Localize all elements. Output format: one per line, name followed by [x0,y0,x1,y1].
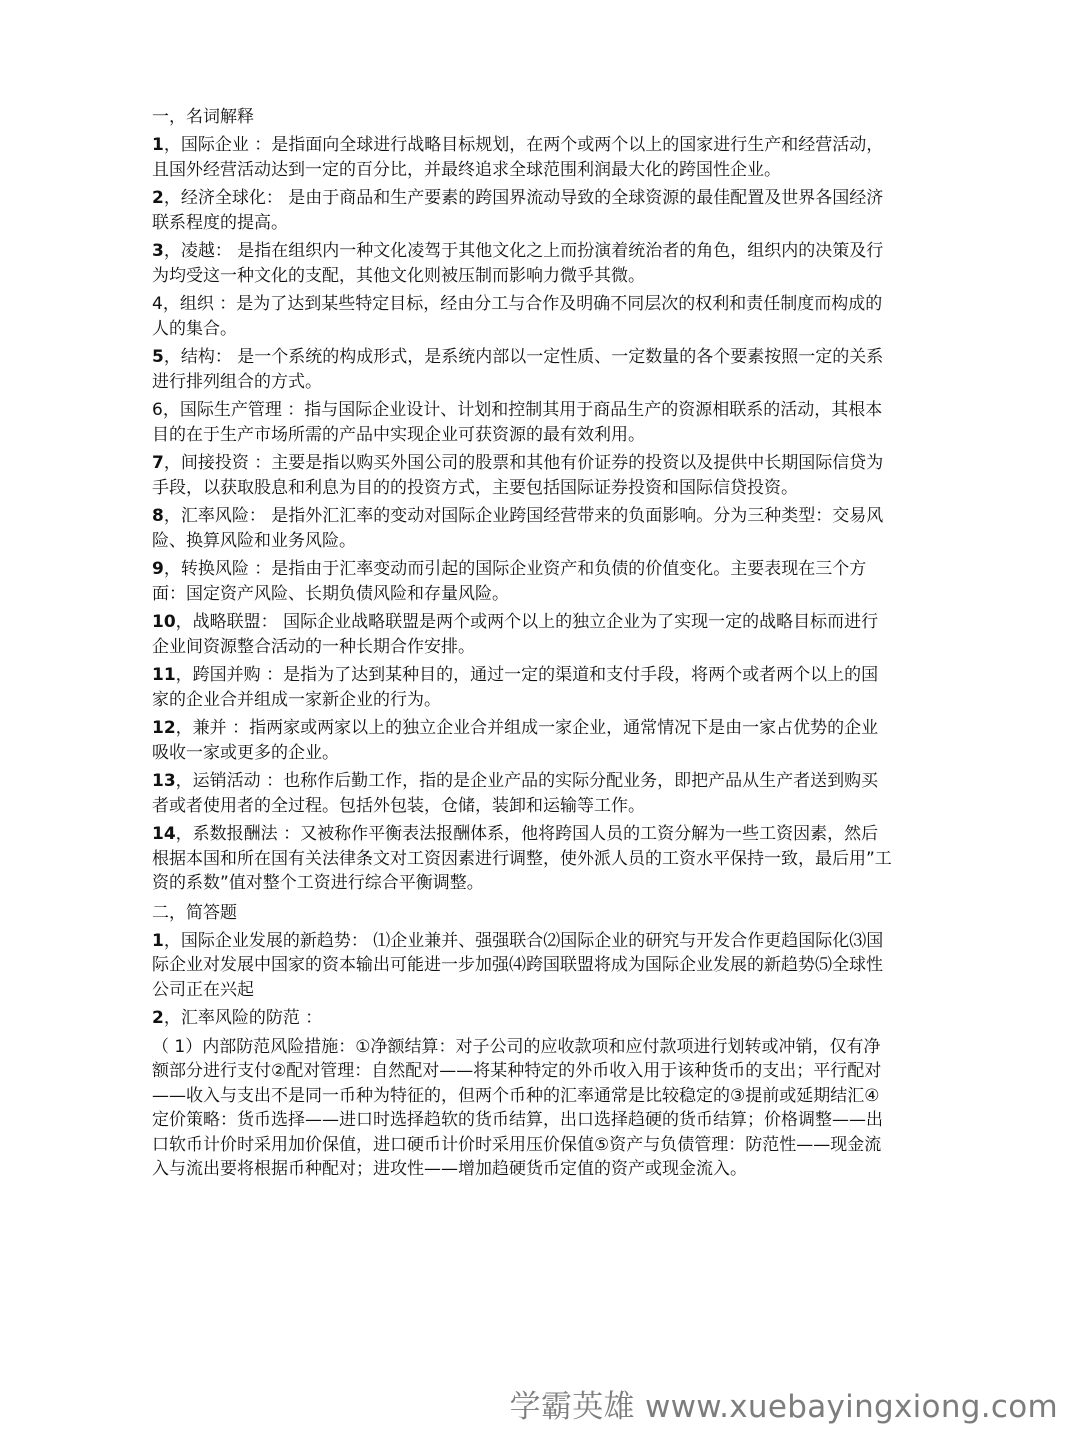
entry-number: 4 [152,294,163,314]
entry-text: ，汇率风险的防范 ： [163,1008,323,1028]
entry-number: 3 [152,241,164,261]
entry-text: ，转换风险 ：是指由于汇率变动而引起的国际企业资产和负债的价值变化。主要表现在三个方面：国定资产风险、长期负债风险和存量风险。 [152,559,867,604]
entry-text: ，国际生产管理 ：指与国际企业设计、计划和控制其用于商品生产的资源相联系的活动，其根本目的在于生产市场所需的产品中实现企业可获资源的最有效利用。 [152,400,883,445]
definition-entry [152,822,892,896]
entry-text: ，战略联盟： 国际企业战略联盟是两个或两个以上的独立企业为了实现一定的战略目标而进行企业间资源整合活动的一种长期合作安排。 [152,612,879,657]
entry-number: 1 [152,930,164,951]
document-page [152,104,892,1186]
entry-text: ，凌越： 是指在组织内一种文化凌驾于其他文化之上而扮演着统治者的角色，组织内的决策及行为均受这一种文化的支配，其他文化则被压制而影响力微乎其微。 [152,241,884,286]
definition-entry [152,504,892,553]
entry-number: 5 [152,347,164,367]
answer-entry [152,1035,892,1182]
entry-number: 12 [152,718,176,738]
definition-entry [152,663,892,712]
entry-text: ，组织 ：是为了达到某些特定目标，经由分工与合作及明确不同层次的权利和责任制度而构成的人的集合。 [152,294,883,339]
section-heading-definitions: 一，名词解释 [152,107,254,127]
definition-entry [152,769,892,818]
definition-entry [152,292,892,341]
definition-entry [152,398,892,447]
definition-entry [152,133,892,182]
entry-text: ，兼并 ：指两家或两家以上的独立企业合并组成一家企业，通常情况下是由一家占优势的企业吸收一家或更多的企业。 [152,718,879,763]
entry-text: ，结构： 是一个系统的构成形式，是系统内部以一定性质、一定数量的各个要素按照一定的关系进行排列组合的方式。 [152,347,884,392]
definition-entry [152,557,892,606]
entry-number: 14 [152,824,176,844]
definition-entry [152,610,892,659]
entry-text: （ 1）内部防范风险措施：①净额结算：对子公司的应收款项和应付款项进行划转或冲销，仅有净额部分进行支付②配对管理：自然配对——将某种特定的外币收入用于该种货币的支出；平行配对——收入与支出不是同一币种为特征的，但两个币种的汇率通常是比较稳定的③提前或延期结汇④定价策略：货币选择——进口时选择趋软的货币结算，出口选择趋硬的货币结算；价格调整——出口软币计价时采用加价保值，进口硬币计价时采用压价保值⑤资产与负债管理：防范性——现金流入与流出要将根据币种配对；进攻性——增加趋硬货币定值的资产或现金流入。 [152,1036,883,1179]
answer-entry [152,929,892,1003]
definition-entry [152,186,892,235]
entry-number: 6 [152,400,163,420]
entry-text: ，国际企业 ：是指面向全球进行战略目标规划，在两个或两个以上的国家进行生产和经营活动，且国外经营活动达到一定的百分比，并最终追求全球范围利润最大化的跨国性企业。 [152,135,884,180]
site-watermark: 学霸英雄 www.xuebayingxiong.com [509,1389,1058,1425]
entry-text: ，国际企业发展的新趋势： ⑴企业兼并、强强联合⑵国际企业的研究与开发合作更趋国际化⑶国际企业对发展中国家的资本输出可能进一步加强⑷跨国联盟将成为国际企业发展的新趋势⑸全球性公司正在兴起 [152,930,884,1000]
entry-number: 9 [152,559,164,579]
entry-number: 8 [152,506,164,526]
entry-text: ，汇率风险： 是指外汇汇率的变动对国际企业跨国经营带来的负面影响。分为三种类型：交易风险、换算风险和业务风险。 [152,506,884,551]
entry-text: ，系数报酬法 ：又被称作平衡表法报酬体系，他将跨国人员的工资分解为一些工资因素，然后根据本国和所在国有关法律条文对工资因素进行调整，使外派人员的工资水平保持一致，最后用”工资的系数”值对整个工资进行综合平衡调整。 [152,824,892,893]
entry-number: 7 [152,453,164,473]
entry-text: ，运销活动 ：也称作后勤工作，指的是企业产品的实际分配业务，即把产品从生产者送到购买者或者使用者的全过程。包括外包装，仓储，装卸和运输等工作。 [152,771,879,816]
definition-entry [152,716,892,765]
definition-entry [152,239,892,288]
definition-entry [152,451,892,500]
entry-text: ，经济全球化： 是由于商品和生产要素的跨国界流动导致的全球资源的最佳配置及世界各国经济联系程度的提高。 [152,188,884,233]
entry-number: 2 [152,188,164,208]
entry-number: 1 [152,135,164,155]
entry-number: 13 [152,771,176,791]
answer-entry [152,1006,892,1031]
definition-entry [152,345,892,394]
entry-text: ，跨国并购 ：是指为了达到某种目的，通过一定的渠道和支付手段，将两个或者两个以上的国家的企业合并组成一家新企业的行为。 [152,665,879,710]
entry-number: 10 [152,612,176,632]
entry-text: ，间接投资 ：主要是指以购买外国公司的股票和其他有价证券的投资以及提供中长期国际信贷为手段，以获取股息和利息为目的的投资方式，主要包括国际证券投资和国际信贷投资。 [152,453,884,498]
entry-number: 2 [152,1008,164,1028]
entry-number: 11 [152,665,176,685]
section-heading-short-answer: 二，简答题 [152,902,237,923]
